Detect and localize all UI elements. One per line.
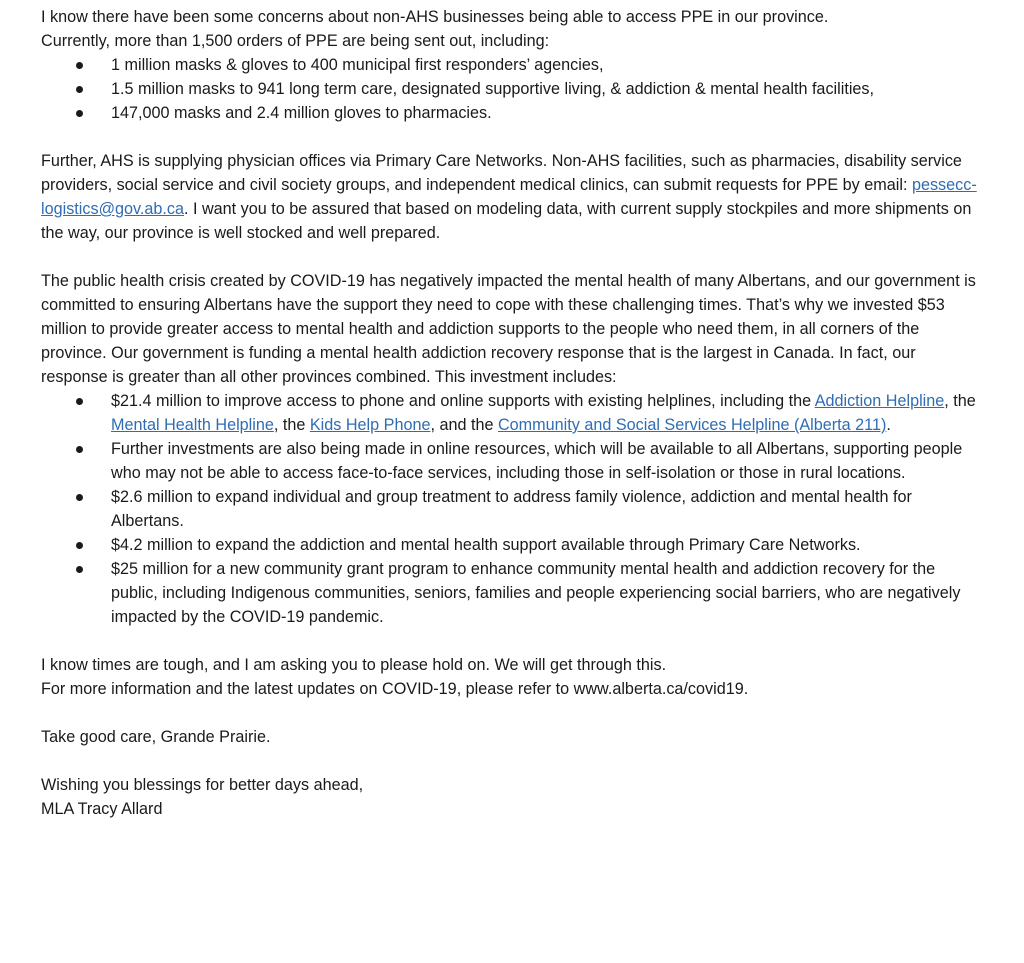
closing-section: [41, 653, 981, 701]
bullet-icon: [76, 86, 83, 93]
list-item: $2.6 million to expand individual and group treatment to address family violence, addiction and mental health for Albertans.: [41, 485, 981, 533]
bullet-icon: [76, 446, 83, 453]
alberta-211-link[interactable]: Community and Social Services Helpline (Alberta 211): [497, 416, 887, 434]
wish-line: Wishing you blessings for better days ahead,: [41, 776, 364, 794]
bullet-icon: [76, 494, 83, 501]
bullet-icon: [76, 398, 83, 405]
mental-health-helpline-link[interactable]: Mental Health Helpline: [111, 416, 274, 434]
list-item: $25 million for a new community grant program to enhance community mental health and addiction recovery for the public, including Indigenous communities, seniors, families and people experiencing social barriers, who are negatively impacted by the COVID-19 pandemic.: [41, 557, 981, 629]
ppe-bullet-list: [41, 53, 981, 125]
list-item: $21.4 million to improve access to phone and online supports with existing helplines, including the Addiction Helpline, the Mental Health Helpline, the Kids Help Phone, and the Community and Social Services Helpline (Alberta 211).: [41, 389, 981, 437]
bullet-icon: [76, 566, 83, 573]
list-item: 1.5 million masks to 941 long term care, designated supportive living, & addiction & mental health facilities,: [41, 77, 981, 101]
kids-help-phone-link[interactable]: Kids Help Phone: [309, 416, 431, 434]
farewell-line: Take good care, Grande Prairie.: [41, 728, 271, 746]
signature: MLA Tracy Allard: [41, 800, 163, 818]
bullet-icon: [76, 110, 83, 117]
mental-health-paragraph: The public health crisis created by COVID-19 has negatively impacted the mental health of many Albertans, and our government is committed to ensuring Albertans have the support they need to cope with these challenging times. That’s why we invested $53 million to provide greater access to mental health and addiction supports to the people who need them, in all corners of the province. Our government is funding a mental health addiction recovery response that is the largest in Canada. In fact, our response is greater than all other provinces combined. This investment includes:: [41, 272, 976, 386]
list-item: 147,000 masks and 2.4 million gloves to pharmacies.: [41, 101, 981, 125]
addiction-helpline-link[interactable]: Addiction Helpline: [814, 392, 945, 410]
intro-line-1: I know there have been some concerns about non-AHS businesses being able to access PPE in our province.: [41, 8, 829, 26]
closing-line-1: I know times are tough, and I am asking you to please hold on. We will get through this.: [41, 656, 667, 674]
mental-health-section: [41, 269, 981, 629]
investment-bullet-list: [41, 389, 981, 629]
list-item: 1 million masks & gloves to 400 municipal first responders’ agencies,: [41, 53, 981, 77]
ppe-request-paragraph: Further, AHS is supplying physician offices via Primary Care Networks. Non-AHS facilities, such as pharmacies, disability service providers, social service and civil society groups, and independent medical clinics, can submit requests for PPE by email: pessecc-logistics@gov.ab.ca. I want you to be assured that based on modeling data, with current supply stockpiles and more shipments on the way, our province is well stocked and well prepared.: [41, 152, 977, 242]
list-item: $4.2 million to expand the addiction and mental health support available through Primary Care Networks.: [41, 533, 981, 557]
closing-line-2: For more information and the latest updates on COVID-19, please refer to www.alberta.ca/covid19.: [41, 680, 749, 698]
bullet-icon: [76, 62, 83, 69]
email-link[interactable]: pessecc-logistics@gov.ab.ca: [41, 176, 977, 218]
list-item: Further investments are also being made in online resources, which will be available to all Albertans, supporting people who may not be able to access face-to-face services, including those in self-isolation or those in rural locations.: [41, 437, 981, 485]
ppe-section: [41, 5, 981, 125]
bullet-icon: [76, 542, 83, 549]
intro-line-2: Currently, more than 1,500 orders of PPE are being sent out, including:: [41, 32, 550, 50]
